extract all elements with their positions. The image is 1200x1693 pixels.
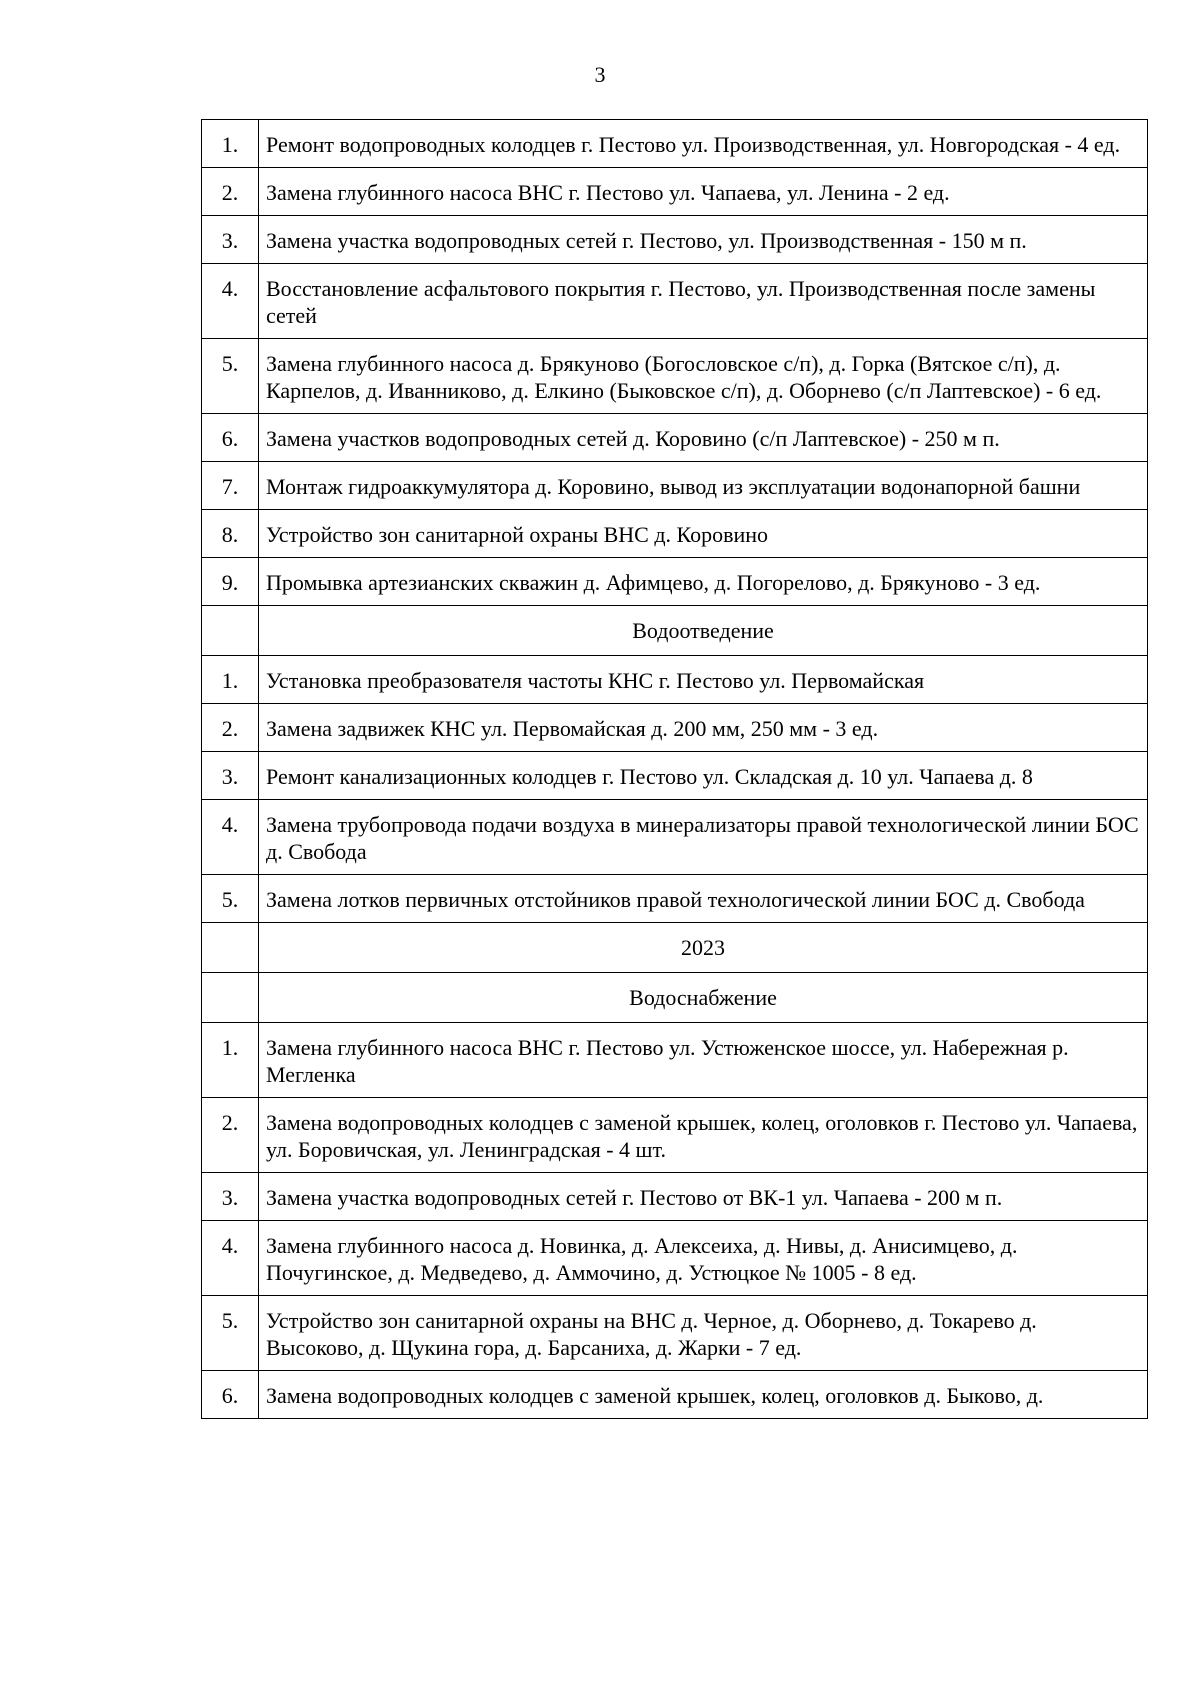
table-row [202, 656, 1148, 704]
section-header-row [202, 973, 1148, 1023]
row-number: 9. [202, 558, 259, 606]
work-description: Устройство зон санитарной охраны на ВНС д. Черное, д. Оборнево, д. Токарево д. Высоково, д. Щукина гора, д. Барсаниха, д. Жарки - 7 ед. [259, 1296, 1148, 1371]
work-description: Замена глубинного насоса д. Брякуново (Богословское с/п), д. Горка (Вятское с/п), д. Карпелов, д. Иванниково, д. Елкино (Быковское с/п), д. Оборнево (с/п Лаптевское) - 6 ед. [259, 339, 1148, 414]
table-row [202, 462, 1148, 510]
row-number: 1. [202, 120, 259, 168]
work-description: Замена лотков первичных отстойников правой технологической линии БОС д. Свобода [259, 875, 1148, 923]
row-number: 8. [202, 510, 259, 558]
table-row [202, 414, 1148, 462]
row-number: 3. [202, 752, 259, 800]
row-number: 2. [202, 704, 259, 752]
work-description: Замена водопроводных колодцев с заменой крышек, колец, оголовков г. Пестово ул. Чапаева, ул. Боровичская, ул. Ленинградская - 4 шт. [259, 1098, 1148, 1173]
row-number: 3. [202, 216, 259, 264]
table-row [202, 800, 1148, 875]
section-title: Водоснабжение [259, 973, 1148, 1023]
page-number: 3 [594, 62, 606, 87]
row-number [202, 923, 259, 973]
row-number: 2. [202, 1098, 259, 1173]
table-row [202, 1098, 1148, 1173]
work-description: Восстановление асфальтового покрытия г. Пестово, ул. Производственная после замены сетей [259, 264, 1148, 339]
works-table [201, 119, 1148, 1419]
row-number: 5. [202, 339, 259, 414]
row-number: 6. [202, 414, 259, 462]
work-description: Устройство зон санитарной охраны ВНС д. Коровино [259, 510, 1148, 558]
section-header-row [202, 923, 1148, 973]
section-title: Водоотведение [259, 606, 1148, 656]
row-number: 7. [202, 462, 259, 510]
work-description: Замена водопроводных колодцев с заменой крышек, колец, оголовков д. Быково, д. [259, 1371, 1148, 1419]
table-row [202, 120, 1148, 168]
table-row [202, 875, 1148, 923]
table-row [202, 1221, 1148, 1296]
work-description: Замена глубинного насоса д. Новинка, д. Алексеиха, д. Нивы, д. Анисимцево, д. Почугинское, д. Медведево, д. Аммочино, д. Устюцкое № 1005 - 8 ед. [259, 1221, 1148, 1296]
work-description: Промывка артезианских скважин д. Афимцево, д. Погорелово, д. Брякуново - 3 ед. [259, 558, 1148, 606]
row-number: 1. [202, 1023, 259, 1098]
row-number: 5. [202, 1296, 259, 1371]
work-description: Замена участков водопроводных сетей д. Коровино (с/п Лаптевское) - 250 м п. [259, 414, 1148, 462]
table-row [202, 510, 1148, 558]
section-title: 2023 [259, 923, 1148, 973]
work-description: Ремонт водопроводных колодцев г. Пестово ул. Производственная, ул. Новгородская - 4 ед. [259, 120, 1148, 168]
row-number [202, 973, 259, 1023]
row-number: 4. [202, 1221, 259, 1296]
table-row [202, 1023, 1148, 1098]
table-row [202, 168, 1148, 216]
work-description: Установка преобразователя частоты КНС г. Пестово ул. Первомайская [259, 656, 1148, 704]
table-row [202, 752, 1148, 800]
row-number: 2. [202, 168, 259, 216]
row-number [202, 606, 259, 656]
table-row [202, 1173, 1148, 1221]
row-number: 1. [202, 656, 259, 704]
works-table-body [202, 120, 1148, 1419]
work-description: Монтаж гидроаккумулятора д. Коровино, вывод из эксплуатации водонапорной башни [259, 462, 1148, 510]
row-number: 4. [202, 800, 259, 875]
work-description: Замена задвижек КНС ул. Первомайская д. 200 мм, 250 мм - 3 ед. [259, 704, 1148, 752]
table-row [202, 1371, 1148, 1419]
work-description: Замена глубинного насоса ВНС г. Пестово ул. Чапаева, ул. Ленина - 2 ед. [259, 168, 1148, 216]
work-description: Замена глубинного насоса ВНС г. Пестово ул. Устюженское шоссе, ул. Набережная р. Мегленка [259, 1023, 1148, 1098]
table-row [202, 704, 1148, 752]
work-description: Замена участка водопроводных сетей г. Пестово от ВК-1 ул. Чапаева - 200 м п. [259, 1173, 1148, 1221]
table-row [202, 1296, 1148, 1371]
work-description: Замена участка водопроводных сетей г. Пестово, ул. Производственная - 150 м п. [259, 216, 1148, 264]
row-number: 4. [202, 264, 259, 339]
table-row [202, 216, 1148, 264]
table-row [202, 558, 1148, 606]
work-description: Ремонт канализационных колодцев г. Пестово ул. Складская д. 10 ул. Чапаева д. 8 [259, 752, 1148, 800]
table-row [202, 264, 1148, 339]
row-number: 6. [202, 1371, 259, 1419]
table-row [202, 339, 1148, 414]
section-header-row [202, 606, 1148, 656]
work-description: Замена трубопровода подачи воздуха в минерализаторы правой технологической линии БОС д. Свобода [259, 800, 1148, 875]
row-number: 5. [202, 875, 259, 923]
row-number: 3. [202, 1173, 259, 1221]
